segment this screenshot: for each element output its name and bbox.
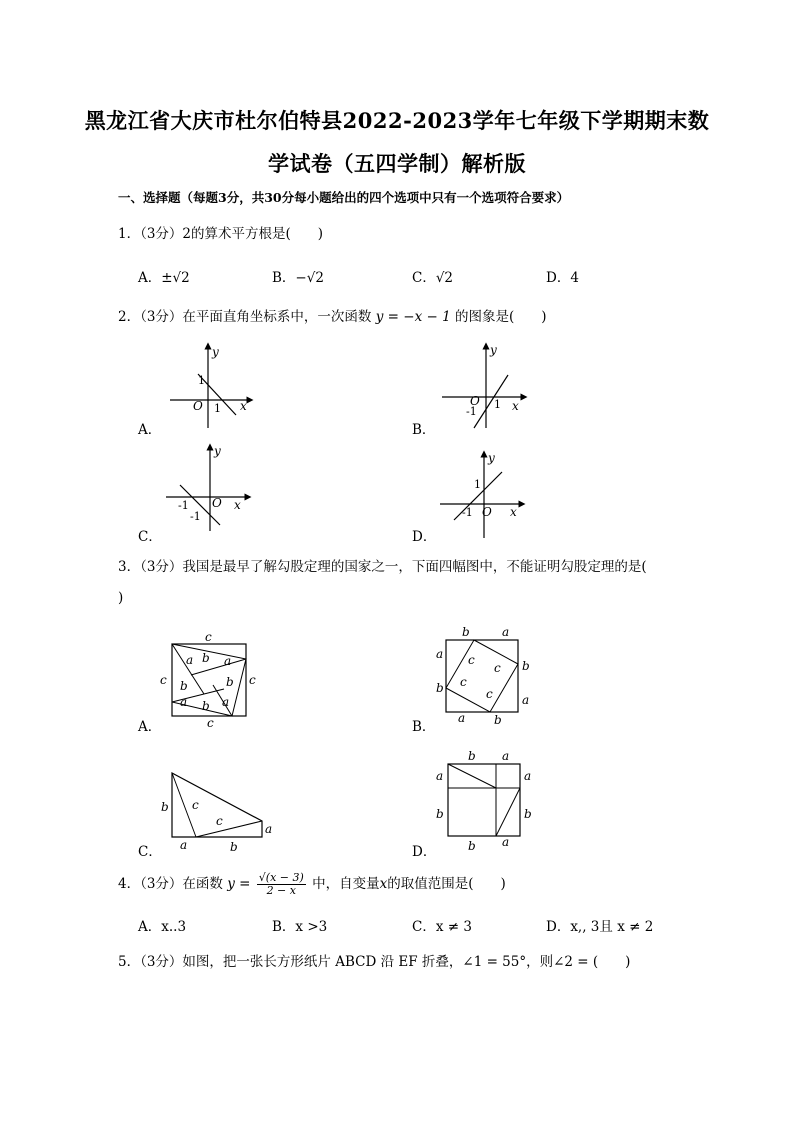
- q4-fraction-denominator: 2 − x: [266, 884, 296, 897]
- side-label-c: c: [205, 630, 212, 644]
- side-label-c: c: [486, 687, 493, 701]
- side-label-a: a: [502, 625, 510, 639]
- side-label-b: b: [180, 679, 188, 693]
- side-label-b: b: [462, 625, 470, 639]
- q5-stem: 5．（3分）如图，把一张长方形纸片 ABCD 沿 EF 折叠，∠1 = 55°，则∠2 = ( ): [118, 954, 631, 970]
- side-label-a: a: [265, 822, 273, 836]
- side-label-b: b: [524, 807, 532, 821]
- q2-option-b: B．: [412, 422, 436, 438]
- side-label-a: a: [436, 769, 444, 783]
- side-label-c: c: [160, 673, 167, 687]
- q4-stem-pre: 4．（3分）在函数: [118, 876, 223, 892]
- tick-label-x: -1: [178, 499, 189, 512]
- q4-option-a: A．x..3: [138, 919, 187, 935]
- x-label: x: [234, 498, 241, 512]
- q4-stem-post: 中，自变量: [312, 876, 380, 892]
- edge: [191, 659, 246, 675]
- q2-option-d: D．: [412, 529, 437, 545]
- y-label: y: [490, 343, 497, 357]
- side-label-c: c: [207, 716, 214, 730]
- q2-stem: [118, 305, 547, 325]
- q1-option-a: A．±√2: [138, 270, 190, 286]
- q3-option-c: C．: [138, 844, 162, 860]
- q2-graph-a: [160, 340, 260, 432]
- side-label-b: b: [494, 713, 502, 727]
- tick-label-y: -1: [190, 510, 201, 523]
- side-label-a: a: [436, 647, 444, 661]
- q3-figure-d: [432, 746, 542, 854]
- y-label: y: [488, 451, 495, 465]
- side-label-c: c: [494, 661, 501, 675]
- side-label-a: a: [186, 653, 194, 667]
- outer-square: [448, 764, 520, 836]
- q2-stem-post: 的图象是( ): [454, 309, 547, 325]
- side-label-b: b: [230, 840, 238, 854]
- tick-label-y: 1: [198, 374, 205, 387]
- x-label: x: [510, 505, 517, 519]
- q4-option-b: B．x >3: [272, 919, 328, 935]
- q1-stem: 1．（3分）2的算术平方根是( ): [118, 226, 324, 242]
- origin-label: O: [470, 394, 480, 408]
- q3-option-b: B．: [412, 719, 436, 735]
- q3-stem-line2: ): [118, 590, 124, 606]
- q4-option-c: C．x ≠ 3: [412, 919, 472, 935]
- q2-graph-c: [164, 443, 264, 533]
- q1-option-d: D．4: [546, 270, 579, 286]
- side-label-b: b: [436, 681, 444, 695]
- q4-stem-var: x: [379, 876, 388, 892]
- side-label-b: b: [161, 800, 169, 814]
- q4-option-d: D．x,, 3且 x ≠ 2: [546, 919, 654, 935]
- side-label-c: c: [192, 798, 199, 812]
- q2-stem-pre: 2．（3分）在平面直角坐标系中，一次函数: [118, 309, 372, 325]
- q4-stem-end: 的取值范围是( ): [387, 876, 506, 892]
- edge: [196, 821, 262, 837]
- side-label-b: b: [522, 659, 530, 673]
- side-label-b: b: [226, 675, 234, 689]
- side-label-c: c: [249, 673, 256, 687]
- q2-option-a: A．: [138, 422, 162, 438]
- q2-graph-d: [438, 450, 538, 540]
- tick-label-y: -1: [466, 405, 477, 418]
- side-label-b: b: [202, 651, 210, 665]
- diagonal: [448, 764, 496, 788]
- q4-fraction-numerator: √(x − 3): [258, 871, 304, 884]
- q2-option-c: C．: [138, 529, 162, 545]
- side-label-b: b: [468, 749, 476, 763]
- origin-label: O: [193, 399, 203, 413]
- q3-figure-b: [432, 624, 542, 732]
- q3-option-d: D．: [412, 844, 437, 860]
- origin-label: O: [482, 505, 492, 519]
- y-label: y: [212, 345, 219, 359]
- section-heading: 一、选择题（每题3分，共30分每小题给出的四个选项中只有一个选项符合要求）: [118, 190, 570, 205]
- q1-option-c: C．√2: [412, 270, 454, 286]
- q3-figure-c: [158, 765, 278, 860]
- q3-figure-a: [158, 630, 268, 730]
- side-label-a: a: [522, 693, 530, 707]
- x-label: x: [512, 399, 519, 413]
- side-label-b: b: [468, 839, 476, 853]
- q3-stem-line1: 3．（3分）我国是最早了解勾股定理的国家之一，下面四幅图中，不能证明勾股定理的是(: [118, 559, 647, 575]
- q4-stem-y: y =: [227, 876, 251, 892]
- side-label-c: c: [216, 814, 223, 828]
- side-label-a: a: [502, 835, 510, 849]
- outer-square: [446, 640, 518, 712]
- inner-square: [446, 640, 518, 712]
- tick-label-y: 1: [474, 478, 481, 491]
- q3-option-a: A．: [138, 719, 162, 735]
- y-label: y: [214, 444, 221, 458]
- side-label-a: a: [180, 695, 188, 709]
- side-label-a: a: [524, 769, 532, 783]
- side-label-c: c: [468, 653, 475, 667]
- q4-stem: [118, 872, 506, 897]
- origin-label: O: [212, 496, 222, 510]
- tick-label-x: 1: [494, 398, 501, 411]
- side-label-a: a: [458, 711, 466, 725]
- side-label-a: a: [224, 654, 232, 668]
- q4-fraction: [257, 872, 306, 897]
- tick-label-x: 1: [214, 402, 221, 415]
- diagonal: [496, 788, 520, 836]
- document-title-line2: 学试卷（五四学制）解析版: [268, 151, 526, 176]
- q2-stem-function: y = −x − 1: [375, 309, 451, 325]
- q2-graph-b: [438, 340, 538, 432]
- tick-label-x: -1: [462, 506, 473, 519]
- side-label-a: a: [502, 749, 510, 763]
- side-label-b: b: [202, 699, 210, 713]
- side-label-c: c: [460, 675, 467, 689]
- side-label-b: b: [436, 807, 444, 821]
- edge: [172, 644, 204, 694]
- side-label-a: a: [180, 838, 188, 852]
- document-title-line1: 黑龙江省大庆市杜尔伯特县2022-2023学年七年级下学期期末数: [84, 108, 710, 133]
- side-label-a: a: [222, 695, 230, 709]
- q1-option-b: B．−√2: [272, 270, 324, 286]
- x-label: x: [240, 399, 247, 413]
